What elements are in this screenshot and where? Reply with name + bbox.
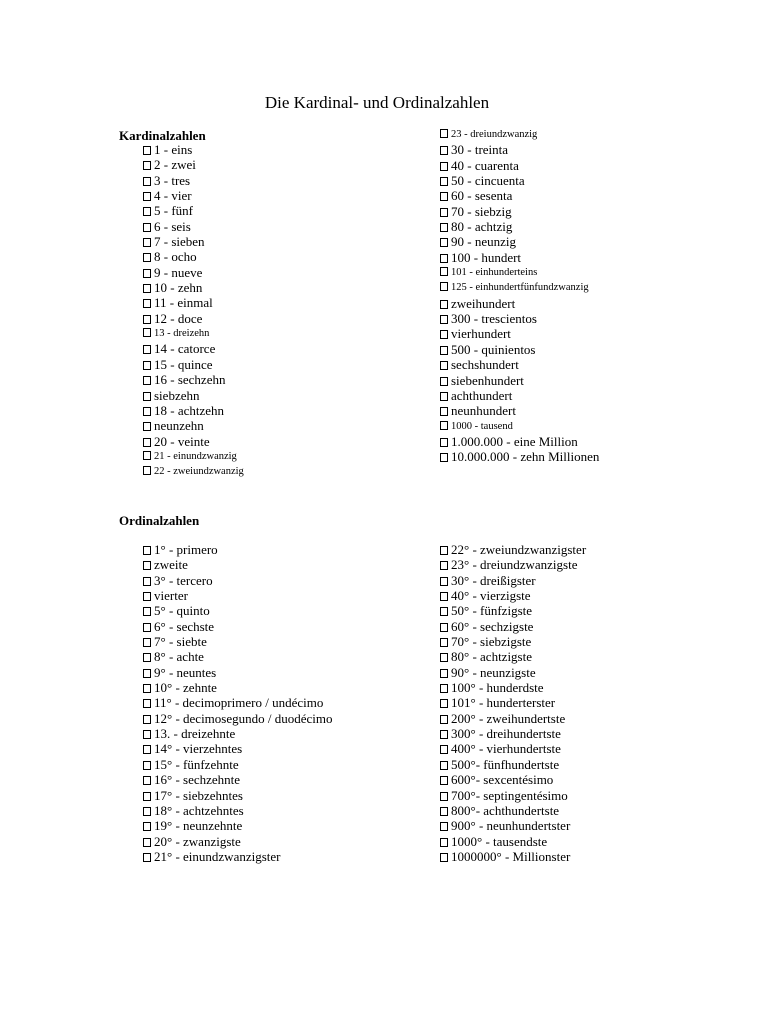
missing-glyph-box-icon [143,638,151,647]
missing-glyph-box-icon [440,561,448,570]
list-item-text: siebzehn [154,387,200,403]
list-item-text: 50 - cincuenta [451,173,525,189]
list-item [440,188,599,203]
list-item-text: 60° - sechzigste [451,618,534,634]
missing-glyph-box-icon [143,223,151,232]
missing-glyph-box-icon [440,438,448,447]
list-item-text: 1.000.000 - eine Million [451,433,578,449]
missing-glyph-box-icon [440,192,448,201]
missing-glyph-box-icon [440,392,448,401]
list-item-text: 4 - vier [154,188,192,204]
list-item [143,418,244,433]
list-item [440,280,599,295]
list-item [440,772,586,787]
list-item [143,619,333,634]
list-item [440,127,599,142]
list-item [143,357,244,372]
missing-glyph-box-icon [143,607,151,616]
missing-glyph-box-icon [440,745,448,754]
list-item-text: 50° - fünfzigste [451,603,533,619]
list-item [440,265,599,280]
list-item [440,403,599,418]
missing-glyph-box-icon [143,546,151,555]
list-item-text: 21 - einundzwanzig [154,450,237,462]
missing-glyph-box-icon [143,146,151,155]
missing-glyph-box-icon [440,838,448,847]
missing-glyph-box-icon [143,207,151,216]
missing-glyph-box-icon [143,761,151,770]
list-item [440,557,586,572]
list-item [440,219,599,234]
missing-glyph-box-icon [440,607,448,616]
list-item-text: 300 - trescientos [451,311,537,327]
list-item [143,311,244,326]
list-item-text: neunzehn [154,418,204,434]
missing-glyph-box-icon [440,267,448,276]
missing-glyph-box-icon [143,192,151,201]
list-item [440,695,586,710]
list-item [440,234,599,249]
list-item-text: 30 - treinta [451,142,509,158]
list-item-text: neunhundert [451,403,516,419]
missing-glyph-box-icon [440,315,448,324]
list-item [143,788,333,803]
list-item [440,326,599,341]
missing-glyph-box-icon [143,238,151,247]
list-item [440,634,586,649]
list-item-text: 1000000° - Millionster [451,848,571,864]
list-item-text: vierter [154,588,188,604]
list-item-text: 500°- fünfhundertste [451,756,560,772]
list-item [143,573,333,588]
list-item-text: 3° - tercero [154,572,213,588]
list-item [440,573,586,588]
list-item [440,434,599,449]
list-item-text: siebenhundert [451,372,524,388]
list-item-text: vierhundert [451,326,511,342]
list-item [440,818,586,833]
list-item [143,741,333,756]
list-item-text: 21° - einundzwanzigster [154,848,281,864]
missing-glyph-box-icon [440,792,448,801]
ordinal-list-right [440,542,586,864]
list-item-text: 60 - sesenta [451,188,513,204]
list-item-text: 5 - fünf [154,203,193,219]
list-item [143,372,244,387]
missing-glyph-box-icon [143,177,151,186]
list-item [440,788,586,803]
list-item-text: zweihundert [451,295,516,311]
list-item-text: 40 - cuarenta [451,157,519,173]
list-item [440,296,599,311]
list-item [143,341,244,356]
kardinal-list-right [440,127,599,465]
list-item [143,695,333,710]
list-item-text: 6 - seis [154,218,191,234]
list-item-text: 17° - siebzehntes [154,787,243,803]
missing-glyph-box-icon [440,177,448,186]
missing-glyph-box-icon [143,161,151,170]
missing-glyph-box-icon [440,684,448,693]
missing-glyph-box-icon [440,730,448,739]
kardinalzahlen-heading: Kardinalzahlen [119,128,206,143]
list-item [440,649,586,664]
list-item [143,188,244,203]
list-item-text: 100 - hundert [451,249,522,265]
list-item [143,726,333,741]
list-item-text: 101 - einhunderteins [451,267,538,279]
list-item [143,649,333,664]
list-item [440,588,586,603]
missing-glyph-box-icon [440,346,448,355]
missing-glyph-box-icon [143,715,151,724]
list-item-text: 9° - neuntes [154,664,217,680]
list-item [143,249,244,264]
missing-glyph-box-icon [440,254,448,263]
missing-glyph-box-icon [440,238,448,247]
missing-glyph-box-icon [440,623,448,632]
list-item [143,203,244,218]
list-item [440,757,586,772]
list-item-text: 23° - dreiundzwanzigste [451,557,578,573]
list-item-text: 40° - vierzigste [451,588,531,604]
list-item-text: 8 - ocho [154,249,197,265]
list-item [143,634,333,649]
missing-glyph-box-icon [143,699,151,708]
missing-glyph-box-icon [440,129,448,138]
list-item-text: 70° - siebzigste [451,634,532,650]
list-item-text: 500 - quinientos [451,341,536,357]
missing-glyph-box-icon [440,822,448,831]
missing-glyph-box-icon [143,284,151,293]
list-item-text: 13. - dreizehnte [154,726,236,742]
missing-glyph-box-icon [143,345,151,354]
list-item [143,711,333,726]
missing-glyph-box-icon [143,438,151,447]
list-item [143,434,244,449]
list-item [440,388,599,403]
missing-glyph-box-icon [143,577,151,586]
list-item [440,204,599,219]
missing-glyph-box-icon [440,300,448,309]
list-item [143,219,244,234]
missing-glyph-box-icon [143,623,151,632]
list-item-text: zweite [154,557,188,573]
list-item-text: 1 - eins [154,142,193,157]
list-item-text: 9 - nueve [154,264,203,280]
list-item [143,603,333,618]
missing-glyph-box-icon [143,422,151,431]
missing-glyph-box-icon [143,328,151,337]
list-item [143,464,244,479]
missing-glyph-box-icon [440,208,448,217]
missing-glyph-box-icon [440,146,448,155]
list-item-text: 6° - sechste [154,618,215,634]
list-item-text: 12 - doce [154,310,203,326]
list-item-text: 14 - catorce [154,341,216,357]
missing-glyph-box-icon [143,853,151,862]
list-item-text: 90° - neunzigste [451,664,536,680]
list-item-text: 30° - dreißigster [451,572,536,588]
list-item-text: 10.000.000 - zehn Millionen [451,449,600,465]
list-item [143,326,244,341]
missing-glyph-box-icon [143,838,151,847]
list-item [440,726,586,741]
missing-glyph-box-icon [143,299,151,308]
list-item-text: 800°- achthundertste [451,802,560,818]
kardinal-list-left [143,142,244,480]
list-item [440,680,586,695]
list-item-text: 80° - achtzigste [451,649,533,665]
list-item-text: achthundert [451,387,513,403]
list-item [440,373,599,388]
list-item [440,741,586,756]
missing-glyph-box-icon [440,223,448,232]
list-item-text: 300° - dreihundertste [451,726,561,742]
list-item-text: 125 - einhundertfünfundzwanzig [451,282,589,294]
list-item-text: 3 - tres [154,172,191,188]
list-item-text: 13 - dreizehn [154,328,210,340]
list-item-text: 10 - zehn [154,280,203,296]
list-item [143,542,333,557]
list-item [143,388,244,403]
list-item-text: 1000 - tausend [451,420,513,432]
list-item-text: 80 - achtzig [451,219,513,235]
missing-glyph-box-icon [440,577,448,586]
list-item [440,542,586,557]
missing-glyph-box-icon [143,730,151,739]
list-item-text: 700°- septingentésimo [451,787,568,803]
list-item [143,449,244,464]
list-item [143,665,333,680]
list-item [143,849,333,864]
missing-glyph-box-icon [143,376,151,385]
list-item [143,757,333,772]
missing-glyph-box-icon [440,807,448,816]
list-item-text: sechshundert [451,357,519,373]
list-item [440,849,586,864]
missing-glyph-box-icon [440,592,448,601]
missing-glyph-box-icon [143,792,151,801]
missing-glyph-box-icon [440,715,448,724]
list-item [143,588,333,603]
list-item [440,250,599,265]
list-item-text: 1° - primero [154,542,218,557]
list-item [440,449,599,464]
list-item-text: 101° - hunderterster [451,695,556,711]
list-item [143,265,244,280]
list-item-text: 22° - zweiundzwanzigster [451,542,587,557]
list-item [440,834,586,849]
list-item-text: 70 - siebzig [451,203,512,219]
list-item-text: 16° - sechzehnte [154,772,241,788]
list-item-text: 7° - siebte [154,634,207,650]
list-item [440,342,599,357]
list-item [143,557,333,572]
list-item [143,234,244,249]
list-item-text: 11° - decimoprimero / undécimo [154,695,324,711]
missing-glyph-box-icon [440,282,448,291]
missing-glyph-box-icon [440,761,448,770]
list-item-text: 20 - veinte [154,433,210,449]
list-item-text: 200° - zweihundertste [451,710,566,726]
list-item-text: 5° - quinto [154,603,210,619]
missing-glyph-box-icon [440,638,448,647]
list-item [143,680,333,695]
list-item [440,173,599,188]
list-item-text: 16 - sechzehn [154,372,226,388]
missing-glyph-box-icon [440,361,448,370]
missing-glyph-box-icon [440,407,448,416]
missing-glyph-box-icon [440,546,448,555]
page-title: Die Kardinal- und Ordinalzahlen [264,93,490,112]
missing-glyph-box-icon [440,699,448,708]
list-item [143,280,244,295]
missing-glyph-box-icon [440,421,448,430]
list-item [143,818,333,833]
list-item-text: 18 - achtzehn [154,402,225,418]
list-item [143,142,244,157]
missing-glyph-box-icon [143,822,151,831]
list-item-text: 12° - decimosegundo / duodécimo [154,710,333,726]
list-item-text: 10° - zehnte [154,680,217,696]
list-item-text: 19° - neunzehnte [154,818,243,834]
list-item [440,803,586,818]
list-item-text: 900° - neunhundertster [451,818,571,834]
missing-glyph-box-icon [143,592,151,601]
missing-glyph-box-icon [143,745,151,754]
missing-glyph-box-icon [143,653,151,662]
missing-glyph-box-icon [143,392,151,401]
missing-glyph-box-icon [143,466,151,475]
list-item-text: 2 - zwei [154,157,196,173]
missing-glyph-box-icon [440,453,448,462]
list-item-text: 14° - vierzehntes [154,741,243,757]
missing-glyph-box-icon [440,669,448,678]
list-item [143,157,244,172]
missing-glyph-box-icon [440,853,448,862]
list-item-text: 400° - vierhundertste [451,741,561,757]
missing-glyph-box-icon [440,377,448,386]
list-item-text: 7 - sieben [154,234,205,250]
list-item-text: 8° - achte [154,649,204,665]
list-item [440,158,599,173]
missing-glyph-box-icon [143,269,151,278]
list-item [440,665,586,680]
list-item [143,403,244,418]
missing-glyph-box-icon [143,315,151,324]
list-item [143,295,244,310]
ordinal-list-left [143,542,333,864]
list-item [143,834,333,849]
missing-glyph-box-icon [143,807,151,816]
list-item-text: 11 - einmal [154,295,213,311]
list-item-text: 18° - achtzehntes [154,802,244,818]
list-item-text: 1000° - tausendste [451,833,548,849]
missing-glyph-box-icon [440,776,448,785]
list-item [440,419,599,434]
missing-glyph-box-icon [440,330,448,339]
missing-glyph-box-icon [143,253,151,262]
list-item [440,711,586,726]
list-item [143,803,333,818]
list-item-text: 22 - zweiundzwanzig [154,466,244,478]
list-item [440,357,599,372]
missing-glyph-box-icon [143,451,151,460]
missing-glyph-box-icon [440,653,448,662]
missing-glyph-box-icon [143,561,151,570]
list-item [440,603,586,618]
ordinalzahlen-heading: Ordinalzahlen [119,513,200,528]
list-item [440,619,586,634]
list-item [440,142,599,157]
missing-glyph-box-icon [143,669,151,678]
missing-glyph-box-icon [143,407,151,416]
list-item-text: 600°- sexcentésimo [451,772,554,788]
missing-glyph-box-icon [440,162,448,171]
missing-glyph-box-icon [143,776,151,785]
missing-glyph-box-icon [143,684,151,693]
list-item-text: 100° - hunderdste [451,680,544,696]
list-item [143,772,333,787]
list-item-text: 15 - quince [154,356,213,372]
list-item [143,173,244,188]
missing-glyph-box-icon [143,361,151,370]
list-item-text: 23 - dreiundzwanzig [451,129,538,140]
list-item-text: 90 - neunzig [451,234,516,250]
list-item-text: 20° - zwanzigste [154,833,241,849]
list-item-text: 15° - fünfzehnte [154,756,239,772]
list-item [440,311,599,326]
